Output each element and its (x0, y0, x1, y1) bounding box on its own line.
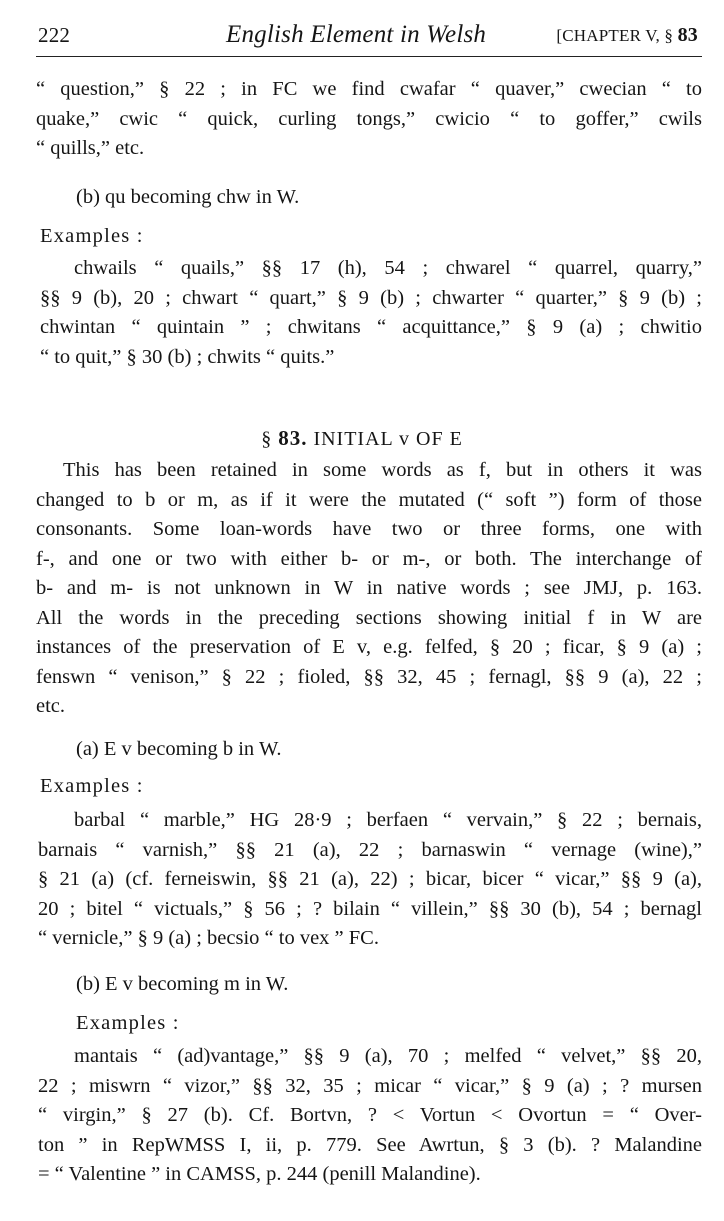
chapter-label: [CHAPTER V, § (556, 26, 674, 45)
text-line: changed to b or m, as if it were the mutated (“ soft ”) form of those (36, 488, 702, 511)
text-line: barnais “ varnish,” §§ 21 (a), 22 ; barnaswin “ vernage (wine),” (38, 838, 702, 861)
section-heading (0, 423, 724, 454)
text-line: §§ 9 (b), 20 ; chwart “ quart,” § 9 (b) ; chwarter “ quarter,” § 9 (b) ; (40, 286, 702, 309)
text-line: All the words in the preceding sections showing initial f in W are (36, 606, 702, 629)
text-line: consonants. Some loan-words have two or three forms, one with (36, 518, 702, 540)
examples-v-b (38, 806, 702, 954)
text-line: fenswn “ venison,” § 22 ; fioled, §§ 32, 45 ; fernagl, §§ 9 (a), 22 ; (36, 665, 702, 688)
text-line: This has been retained in some words as f, but in others it was (63, 459, 702, 481)
text-line: instances of the preservation of E v, e.g. felfed, § 20 ; ficar, § 9 (a) ; (36, 636, 702, 658)
running-head (38, 18, 698, 52)
subsection-b-v-m: (b) E v becoming m in W. (76, 973, 289, 995)
subsection-b-qu: (b) qu becoming chw in W. (76, 186, 300, 208)
text-line: “ to quit,” § 30 (b) ; chwits “ quits.” (40, 345, 335, 368)
text-line: “ question,” § 22 ; in FC we find cwafar “ quaver,” cwecian “ to (36, 78, 702, 100)
section-sign: § (261, 428, 273, 450)
continued-paragraph (36, 75, 702, 164)
text-line: “ quills,” etc. (36, 137, 145, 159)
examples-label: Examples : (40, 225, 144, 247)
section-number: 83. (278, 426, 308, 450)
text-line: § 21 (a) (cf. ferneiswin, §§ 21 (a), 22) ; bicar, bicer “ vicar,” §§ 9 (a), (38, 868, 702, 890)
section-intro-paragraph (36, 456, 702, 722)
text-line: ton ” in RepWMSS I, ii, p. 779. See Awrtun, § 3 (b). ? Malandine (38, 1133, 702, 1156)
examples-v-m (38, 1042, 702, 1190)
examples-qu-chw (40, 254, 702, 372)
subsection-a-v-b: (a) E v becoming b in W. (76, 738, 282, 760)
page-number: 222 (38, 23, 71, 47)
text-line: “ vernicle,” § 9 (a) ; becsio “ to vex ” FC. (38, 927, 379, 949)
text-line: 22 ; miswrn “ vizor,” §§ 32, 35 ; micar “ vicar,” § 9 (a) ; ? mursen (38, 1074, 702, 1097)
text-line: chwails “ quails,” §§ 17 (h), 54 ; chwarel “ quarrel, quarry,” (74, 257, 702, 279)
section-title: INITIAL v OF E (313, 428, 463, 450)
chapter-reference (556, 18, 698, 53)
text-line: quake,” cwic “ quick, curling tongs,” cwicio “ to goffer,” cwils (36, 107, 702, 130)
text-line: 20 ; bitel “ victuals,” § 56 ; ? bilain “ villein,” §§ 30 (b), 54 ; bernagl (38, 897, 702, 920)
examples-label: Examples : (76, 1012, 180, 1034)
examples-label: Examples : (40, 775, 144, 797)
header-rule (36, 56, 702, 57)
text-line: = “ Valentine ” in CAMSS, p. 244 (penill Malandine). (38, 1163, 481, 1185)
chapter-section: 83 (677, 24, 698, 46)
text-line: “ virgin,” § 27 (b). Cf. Bortvn, ? < Vortun < Ovortun = “ Over- (38, 1104, 702, 1126)
text-line: etc. (36, 695, 66, 717)
text-line: f-, and one or two with either b- or m-, or both. The interchange of (36, 547, 702, 570)
text-line: mantais “ (ad)vantage,” §§ 9 (a), 70 ; melfed “ velvet,” §§ 20, (74, 1045, 702, 1067)
text-line: chwintan “ quintain ” ; chwitans “ acquittance,” § 9 (a) ; chwitio (40, 316, 702, 338)
text-line: barbal “ marble,” HG 28·9 ; berfaen “ vervain,” § 22 ; bernais, (74, 809, 702, 831)
running-title: English Element in Welsh (226, 21, 487, 48)
text-line: b- and m- is not unknown in W in native words ; see JMJ, p. 163. (36, 577, 702, 599)
